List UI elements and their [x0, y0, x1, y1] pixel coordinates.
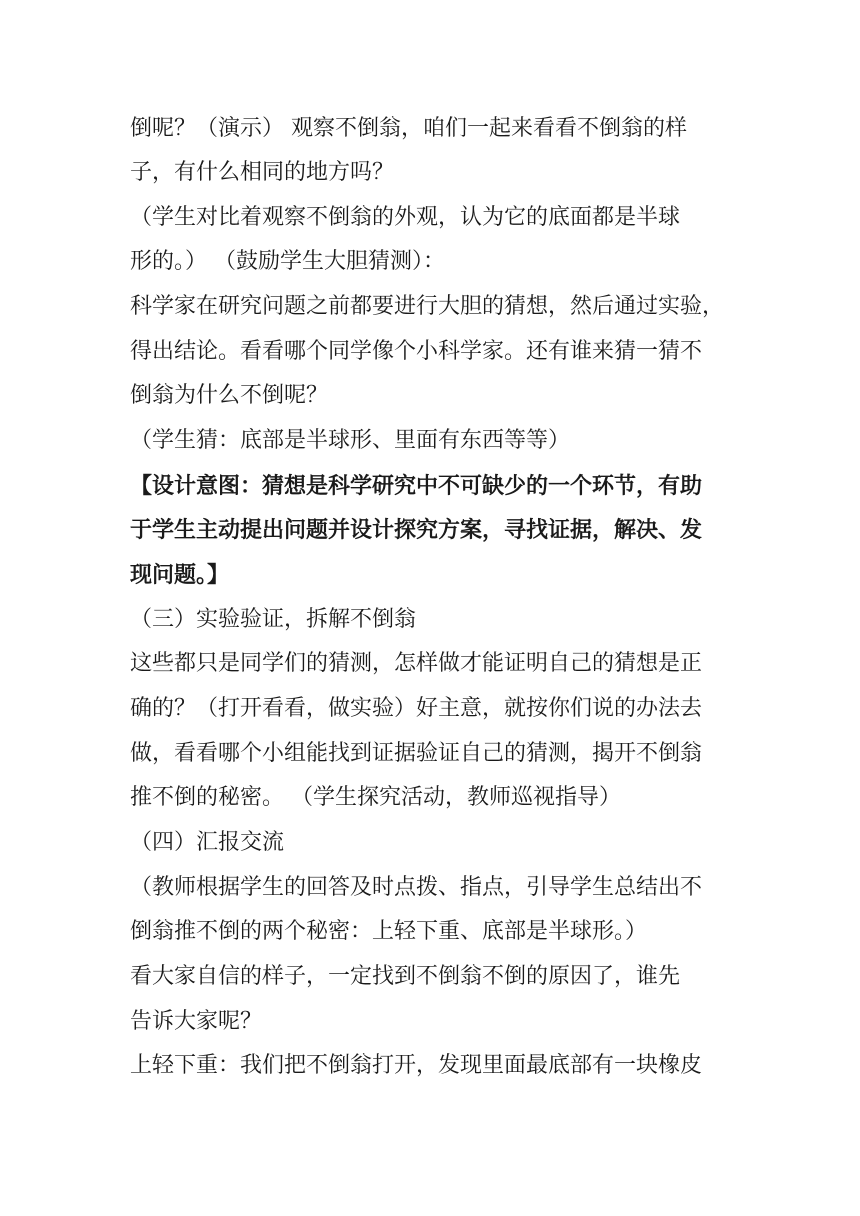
text-line: 倒翁为什么不倒呢？ [130, 383, 329, 408]
section-heading: （三）实验验证，拆解不倒翁 [130, 607, 417, 632]
text-line: 科学家在研究问题之前都要进行大胆的猜想，然后通过实验， [130, 294, 725, 319]
text-line: （学生猜：底部是半球形、里面有东西等等） [130, 428, 571, 453]
text-line: （学生对比着观察不倒翁的外观，认为它的底面都是半球 [130, 205, 681, 230]
text-line: 上轻下重：我们把不倒翁打开，发现里面最底部有一块橡皮 [130, 1053, 703, 1078]
text-line: 看大家自信的样子，一定找到不倒翁不倒的原因了，谁先 [130, 964, 681, 989]
text-line: 确的？（打开看看，做实验）好主意，就按你们说的办法去 [130, 696, 703, 721]
text-line: 形的。） （鼓励学生大胆猜测）： [130, 249, 445, 274]
text-line: （教师根据学生的回答及时点拨、指点，引导学生总结出不 [130, 875, 703, 900]
section-heading: （四）汇报交流 [130, 830, 285, 855]
text-line: 得出结论。看看哪个同学像个小科学家。还有谁来猜一猜不 [130, 339, 703, 364]
text-line: 子，有什么相同的地方吗？ [130, 160, 395, 185]
design-intent-line: 【设计意图：猜想是科学研究中不可缺少的一个环节，有助 [130, 473, 703, 499]
design-intent-line: 现问题。】 [130, 562, 230, 588]
text-line: 做，看看哪个小组能找到证据验证自己的猜测，揭开不倒翁 [130, 741, 703, 766]
text-line: 倒翁推不倒的两个秘密：上轻下重、底部是半球形。） [130, 919, 648, 944]
text-line: 倒呢？（演示） 观察不倒翁，咱们一起来看看不倒翁的样 [130, 116, 687, 141]
text-line: 推不倒的秘密。 （学生探究活动，教师巡视指导） [130, 785, 621, 810]
text-line: 这些都只是同学们的猜测，怎样做才能证明自己的猜想是正 [130, 651, 703, 676]
text-line: 告诉大家呢？ [130, 1009, 263, 1034]
design-intent-line: 于学生主动提出问题并设计探究方案，寻找证据，解决、发 [130, 517, 703, 543]
